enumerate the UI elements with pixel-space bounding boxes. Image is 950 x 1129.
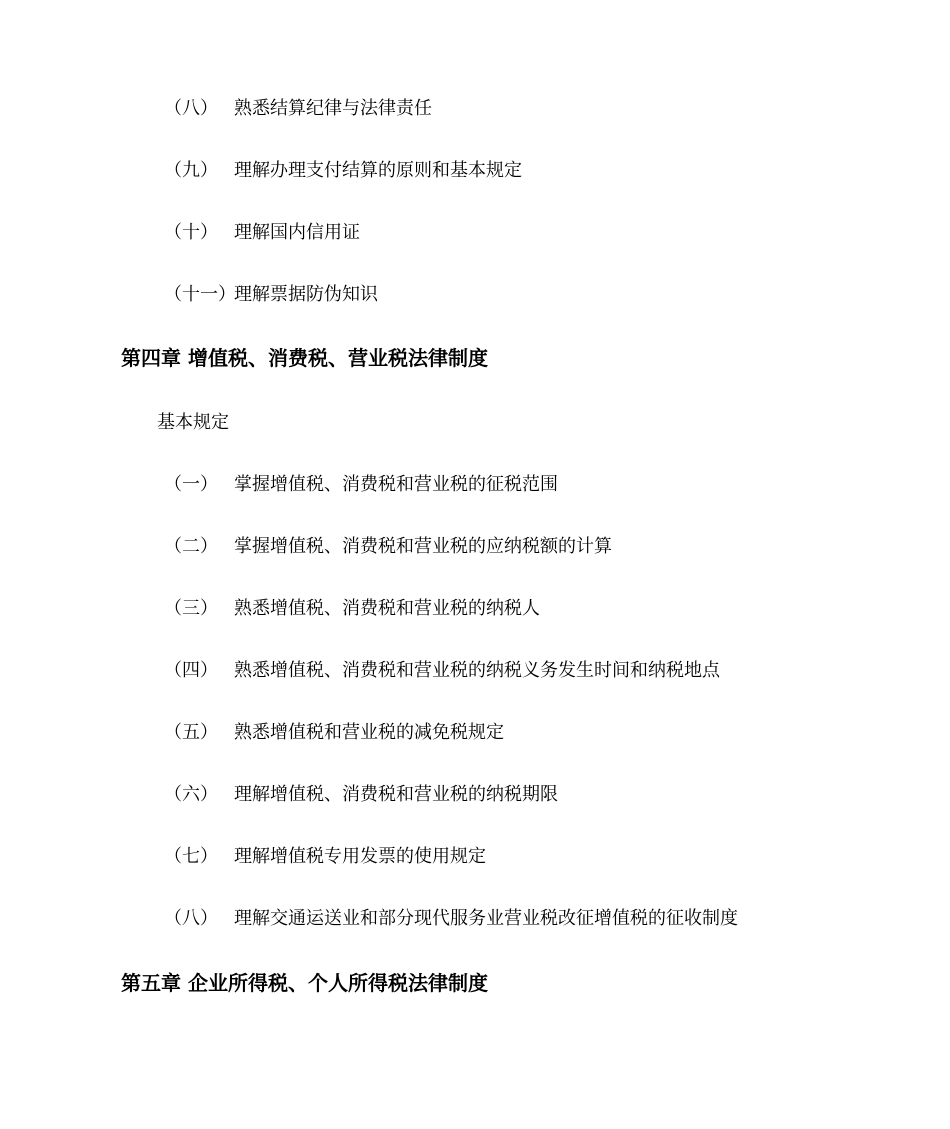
item-text: 理解增值税、消费税和营业税的纳税期限 (234, 784, 558, 805)
item-number: （十一） (164, 284, 236, 305)
item-text: 掌握增值税、消费税和营业税的应纳税额的计算 (234, 536, 612, 557)
item-text: 熟悉结算纪律与法律责任 (234, 98, 432, 119)
item-text: 理解办理支付结算的原则和基本规定 (234, 160, 522, 181)
item-number: （二） (164, 536, 218, 557)
item-number: （四） (164, 660, 218, 681)
item-number: （一） (164, 474, 218, 495)
item-text: 理解交通运送业和部分现代服务业营业税改征增值税的征收制度 (234, 908, 738, 929)
section-subheading: 基本规定 (157, 412, 229, 433)
item-number: （八） (164, 98, 218, 119)
item-text: 熟悉增值税和营业税的减免税规定 (234, 722, 504, 743)
item-number: （五） (164, 722, 218, 743)
item-text: 理解国内信用证 (234, 222, 360, 243)
item-number: （九） (164, 160, 218, 181)
item-text: 理解增值税专用发票的使用规定 (234, 846, 486, 867)
item-number: （八） (164, 908, 218, 929)
item-number: （七） (164, 846, 218, 867)
item-number: （十） (164, 222, 218, 243)
item-number: （六） (164, 784, 218, 805)
item-number: （三） (164, 598, 218, 619)
item-text: 熟悉增值税、消费税和营业税的纳税人 (234, 598, 540, 619)
chapter-heading: 第五章 企业所得税、个人所得税法律制度 (121, 971, 488, 995)
chapter-heading: 第四章 增值税、消费税、营业税法律制度 (121, 346, 488, 370)
item-text: 理解票据防伪知识 (234, 284, 378, 305)
item-text: 熟悉增值税、消费税和营业税的纳税义务发生时间和纳税地点 (234, 660, 720, 681)
item-text: 掌握增值税、消费税和营业税的征税范围 (234, 474, 558, 495)
